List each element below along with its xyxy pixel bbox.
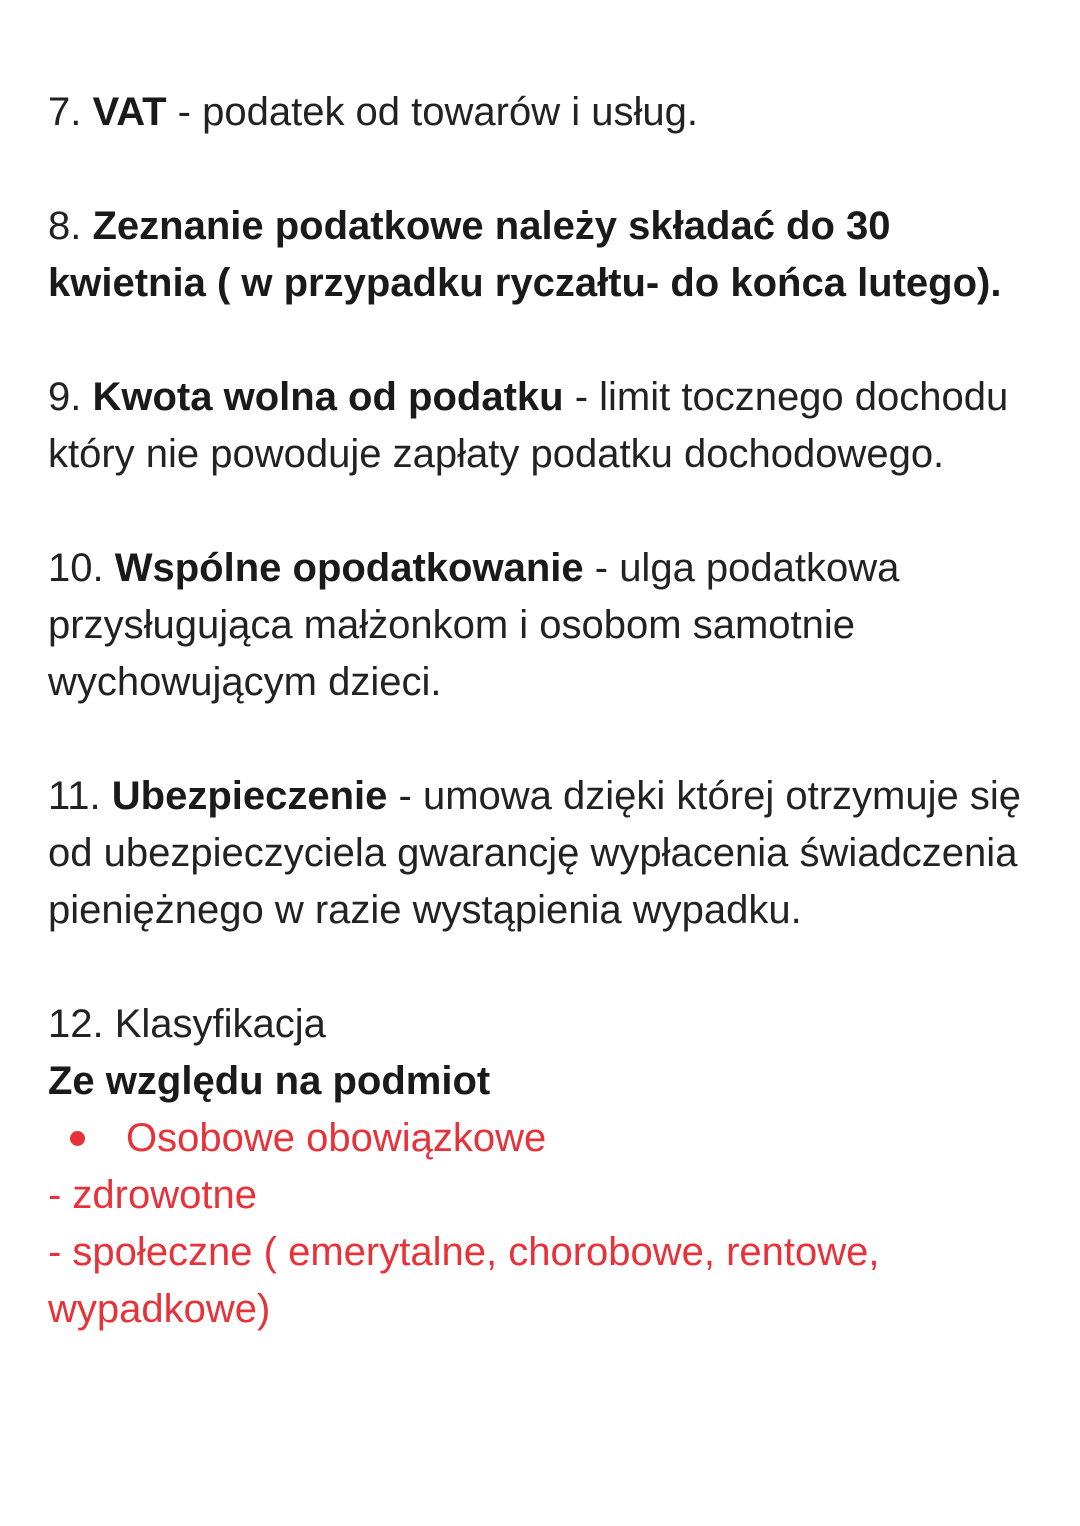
item-number: 7.	[48, 90, 82, 134]
item-term: Ubezpieczenie	[111, 774, 388, 818]
item-term: VAT	[92, 90, 167, 134]
item-term: Kwota wolna od podatku	[92, 375, 564, 419]
item-number: 11.	[48, 774, 101, 818]
item-number: 8.	[48, 204, 82, 248]
dash-line: - zdrowotne	[48, 1173, 257, 1217]
item-12-classification	[48, 996, 1038, 1338]
item-definition: - limit tocznego dochodu który nie powoduje zapłaty podatku dochodowego.	[48, 375, 1009, 476]
item-bold-text: Zeznanie podatkowe należy składać do 30 kwietnia ( w przypadku ryczałtu- do końca lutego).	[48, 204, 1002, 305]
item-term: Wspólne opodatkowanie	[114, 546, 584, 590]
dash-line: - społeczne ( emerytalne, chorobowe, rentowe, wypadkowe)	[48, 1230, 880, 1331]
item-number: 10.	[48, 546, 104, 590]
item-11	[48, 768, 1038, 939]
item-definition: - podatek od towarów i usług.	[166, 90, 698, 134]
item-10	[48, 540, 1038, 711]
item-definition: - umowa dzięki której otrzymuje się od ubezpieczyciela gwarancję wypłacenia świadczenia pieniężnego w razie wystąpienia wypadku.	[48, 774, 1021, 932]
bullet-item	[48, 1110, 1038, 1167]
bullet-text: Osobowe obowiązkowe	[126, 1116, 547, 1160]
document-page	[48, 84, 1038, 1395]
classification-heading: 12. Klasyfikacja	[48, 1002, 326, 1046]
item-definition: - ulga podatkowa przysługująca małżonkom i osobom samotnie wychowującym dzieci.	[48, 546, 900, 704]
bullet-dot-icon	[70, 1131, 85, 1146]
classification-subheading: Ze względu na podmiot	[48, 1059, 491, 1103]
item-8	[48, 198, 1038, 312]
item-7	[48, 84, 1038, 141]
item-number: 9.	[48, 375, 82, 419]
item-9	[48, 369, 1038, 483]
